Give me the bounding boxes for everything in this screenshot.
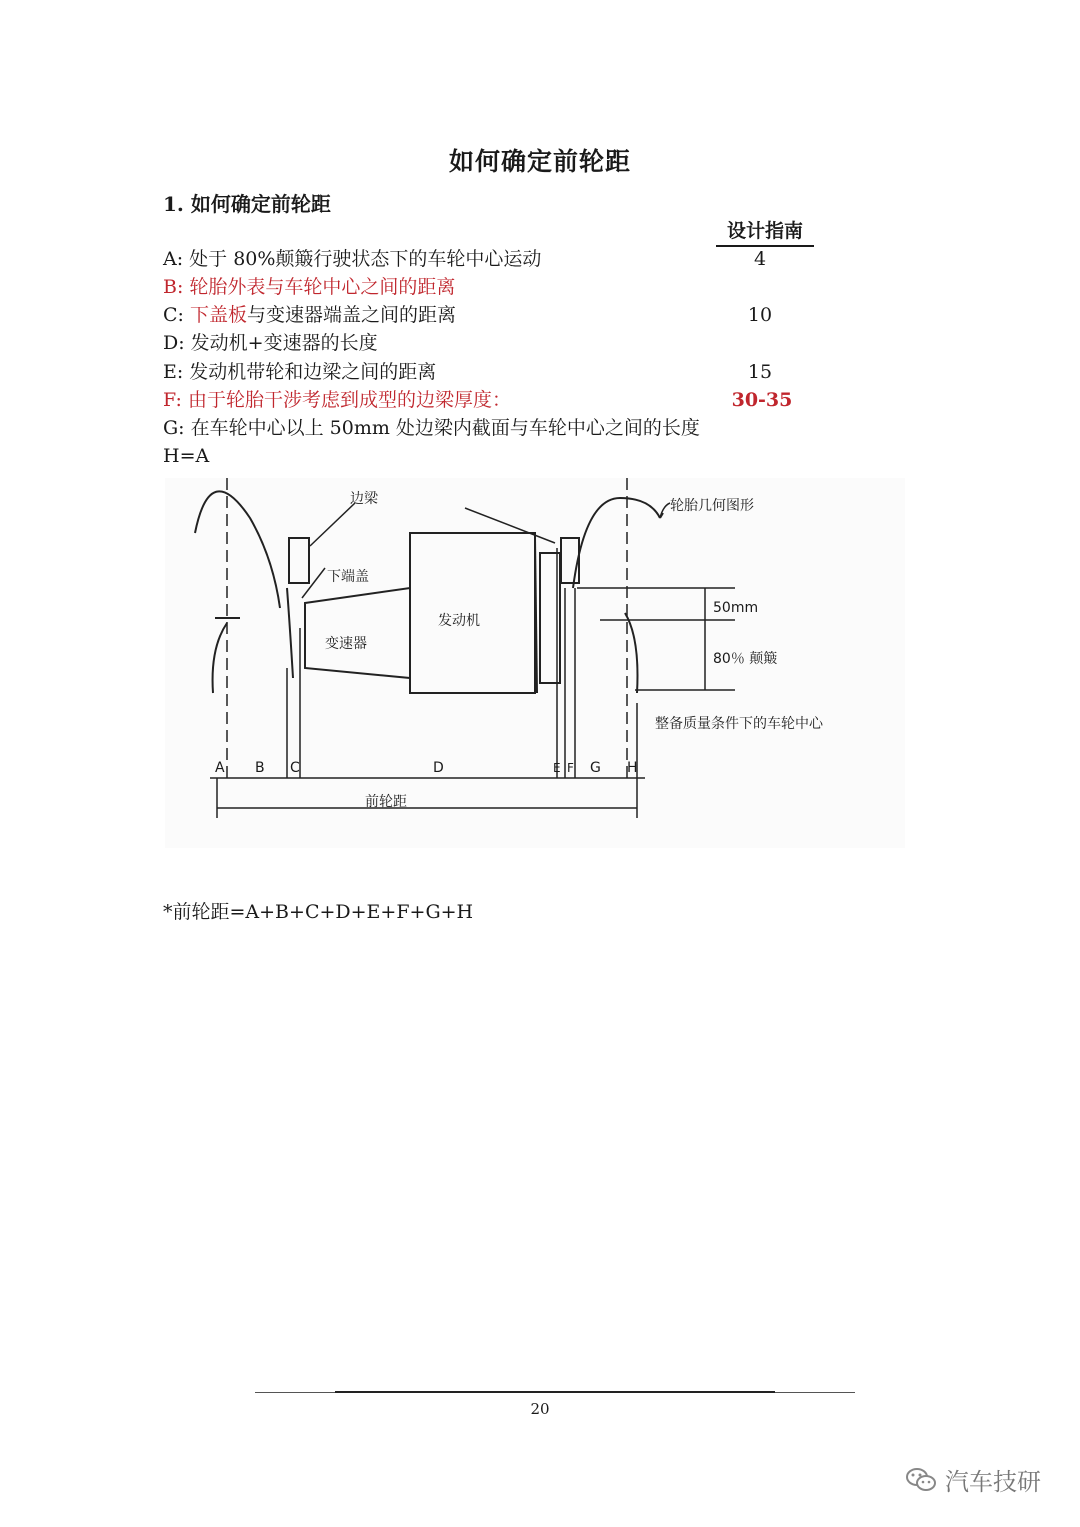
watermark xyxy=(905,1462,1041,1497)
footer-rule-bold xyxy=(335,1391,775,1393)
item-g: G: 在车轮中心以上 50mm 处边梁内截面与车轮中心之间的长度 xyxy=(163,417,700,439)
item-d: D: 发动机+变速器的长度 xyxy=(163,332,378,354)
page-title: 如何确定前轮距 xyxy=(448,147,631,176)
item-f-value: 30-35 xyxy=(731,389,793,411)
segment-label-a: A xyxy=(215,760,225,776)
segment-label-c: C xyxy=(290,760,300,776)
item-c xyxy=(163,301,456,329)
item-h: H=A xyxy=(163,445,210,467)
item-e: E: 发动机带轮和边梁之间的距离 xyxy=(163,361,437,383)
label-80-jounce: 80％ 颠簸 xyxy=(713,651,778,667)
item-e-value: 15 xyxy=(747,361,773,383)
segment-label-b: B xyxy=(255,760,265,776)
track-formula: *前轮距=A+B+C+D+E+F+G+H xyxy=(163,901,474,923)
label-lower-end-cover: 下端盖 xyxy=(327,569,369,585)
segment-label-e: E xyxy=(553,761,561,775)
label-50mm: 50mm xyxy=(713,600,759,616)
label-side-rail: 边梁 xyxy=(350,491,378,507)
item-f: F: 由于轮胎干涉考虑到成型的边梁厚度： xyxy=(163,389,511,411)
front-track-diagram xyxy=(165,478,905,848)
label-tire-geometry: 轮胎几何图形 xyxy=(670,498,754,514)
label-transmission: 变速器 xyxy=(325,636,367,652)
page-number: 20 xyxy=(530,1400,550,1418)
item-a: A: 处于 80%颠簸行驶状态下的车轮中心运动 xyxy=(163,248,542,270)
item-c-highlight: 下盖板 xyxy=(189,304,247,326)
segment-label-h: H xyxy=(627,760,638,776)
item-c-rest: 与变速器端盖之间的距离 xyxy=(247,304,457,326)
item-c-prefix: C: xyxy=(163,304,190,326)
design-guide-header: 设计指南 xyxy=(716,216,814,247)
watermark-text: 汽车技研 xyxy=(945,1468,1041,1496)
label-front-track: 前轮距 xyxy=(365,794,407,810)
section-heading: 1. 如何确定前轮距 xyxy=(163,192,331,216)
label-curb-wheel-center: 整备质量条件下的车轮中心 xyxy=(655,716,823,732)
item-c-value: 10 xyxy=(747,304,773,326)
segment-label-g: G xyxy=(590,760,601,776)
segment-label-f: F xyxy=(567,761,574,775)
segment-label-d: D xyxy=(433,760,444,776)
item-a-value: 4 xyxy=(753,248,767,270)
wechat-icon xyxy=(905,1466,937,1494)
label-engine: 发动机 xyxy=(438,613,480,629)
item-b: B: 轮胎外表与车轮中心之间的距离 xyxy=(163,276,456,298)
